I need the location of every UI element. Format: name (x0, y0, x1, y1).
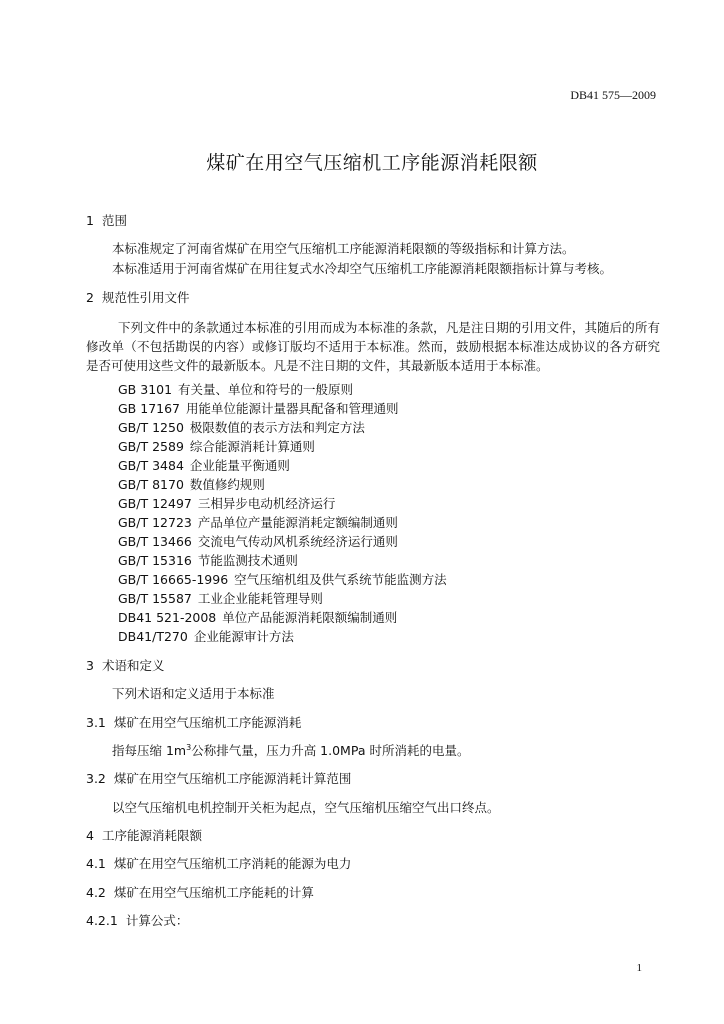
reference-item (118, 551, 447, 570)
reference-item (118, 456, 447, 475)
section-4-1-heading (86, 856, 351, 872)
section-3-1-heading (86, 715, 301, 731)
reference-code: DB41/T270 (118, 629, 188, 644)
reference-name: 企业能源审计方法 (193, 629, 294, 644)
section-number: 3.2 (86, 771, 106, 786)
section-title: 术语和定义 (101, 658, 165, 673)
section-4-2-heading (86, 885, 314, 901)
section-2-intro-paragraph: 下列文件中的条款通过本标准的引用而成为本标准的条款，凡是注日期的引用文件，其随后的所有修改单（不包括勘误的内容）或修订版均不适用于本标准。然而，鼓励根据本标准达成协议的各方研究是否可使用这些文件的最新版本。凡是不注日期的文件，其最新版本适用于本标准。 (86, 320, 660, 373)
reference-code: GB/T 12497 (118, 496, 192, 511)
section-4-2-1-heading (86, 913, 188, 929)
reference-item (118, 532, 447, 551)
reference-item (118, 570, 447, 589)
reference-item (118, 418, 447, 437)
reference-code: GB/T 2589 (118, 439, 184, 454)
document-code: DB41 575—2009 (570, 88, 656, 102)
reference-code: GB/T 12723 (118, 515, 192, 530)
reference-code: GB/T 8170 (118, 477, 184, 492)
reference-item (118, 627, 447, 646)
reference-name: 综合能源消耗计算通则 (189, 439, 315, 454)
section-3-1-definition (112, 743, 469, 759)
section-title: 煤矿在用空气压缩机工序能耗的计算 (113, 885, 314, 900)
section-number: 4.1 (86, 856, 106, 871)
reference-code: GB/T 1250 (118, 420, 184, 435)
reference-name: 极限数值的表示方法和判定方法 (189, 420, 365, 435)
reference-name: 工业企业能耗管理导则 (197, 591, 323, 606)
reference-name: 单位产品能源消耗限额编制通则 (222, 610, 398, 625)
reference-name: 有关量、单位和符号的一般原则 (178, 382, 354, 397)
reference-name: 用能单位能源计量器具配备和管理通则 (186, 401, 399, 416)
section-number: 1 (86, 213, 94, 228)
section-1-paragraph-1: 本标准规定了河南省煤矿在用空气压缩机工序能源消耗限额的等级指标和计算方法。 (112, 241, 575, 256)
section-3-intro: 下列术语和定义适用于本标准 (112, 686, 275, 701)
section-title: 煤矿在用空气压缩机工序消耗的能源为电力 (113, 856, 352, 871)
normative-reference-list (118, 380, 447, 646)
reference-code: DB41 521-2008 (118, 610, 217, 625)
section-number: 2 (86, 290, 94, 305)
reference-code: GB 17167 (118, 401, 180, 416)
reference-code: GB/T 15587 (118, 591, 192, 606)
reference-code: GB/T 3484 (118, 458, 184, 473)
section-3-2-definition: 以空气压缩机电机控制开关柜为起点，空气压缩机压缩空气出口终点。 (112, 800, 500, 815)
section-number: 4.2.1 (86, 913, 118, 928)
reference-name: 三相异步电动机经济运行 (197, 496, 336, 511)
section-4-heading (86, 828, 202, 844)
document-title: 煤矿在用空气压缩机工序能源消耗限额 (206, 152, 538, 174)
section-1-paragraph-2: 本标准适用于河南省煤矿在用往复式水冷却空气压缩机工序能源消耗限额指标计算与考核。 (112, 261, 613, 276)
reference-name: 交流电气传动风机系统经济运行通则 (197, 534, 398, 549)
reference-item (118, 399, 447, 418)
section-title: 煤矿在用空气压缩机工序能源消耗计算范围 (113, 771, 352, 786)
superscript-exponent: 3 (186, 742, 192, 752)
reference-name: 产品单位产量能源消耗定额编制通则 (197, 515, 398, 530)
section-1-heading (86, 213, 127, 229)
section-3-heading (86, 658, 164, 674)
reference-item (118, 437, 447, 456)
section-number: 4.2 (86, 885, 106, 900)
reference-code: GB/T 13466 (118, 534, 192, 549)
section-title: 计算公式： (125, 913, 189, 928)
definition-text-end: 公称排气量，压力升高 1.0MPa 时所消耗的电量。 (191, 743, 470, 758)
definition-text-start: 指每压缩 1m (112, 743, 187, 758)
reference-name: 数值修约规则 (189, 477, 265, 492)
reference-name: 节能监测技术通则 (197, 553, 298, 568)
section-title: 工序能源消耗限额 (101, 828, 202, 843)
page-number: 1 (636, 962, 642, 974)
section-title: 范围 (101, 213, 127, 228)
reference-code: GB/T 15316 (118, 553, 192, 568)
section-number: 4 (86, 828, 94, 843)
reference-name: 企业能量平衡通则 (189, 458, 290, 473)
reference-item (118, 589, 447, 608)
reference-code: GB/T 16665-1996 (118, 572, 229, 587)
section-2-heading (86, 290, 189, 306)
reference-item (118, 380, 447, 399)
section-title: 规范性引用文件 (101, 290, 190, 305)
section-number: 3 (86, 658, 94, 673)
section-3-2-heading (86, 771, 351, 787)
reference-name: 空气压缩机组及供气系统节能监测方法 (234, 572, 447, 587)
reference-item (118, 608, 447, 627)
reference-code: GB 3101 (118, 382, 173, 397)
reference-item (118, 494, 447, 513)
section-number: 3.1 (86, 715, 106, 730)
reference-item (118, 475, 447, 494)
section-title: 煤矿在用空气压缩机工序能源消耗 (113, 715, 302, 730)
reference-item (118, 513, 447, 532)
